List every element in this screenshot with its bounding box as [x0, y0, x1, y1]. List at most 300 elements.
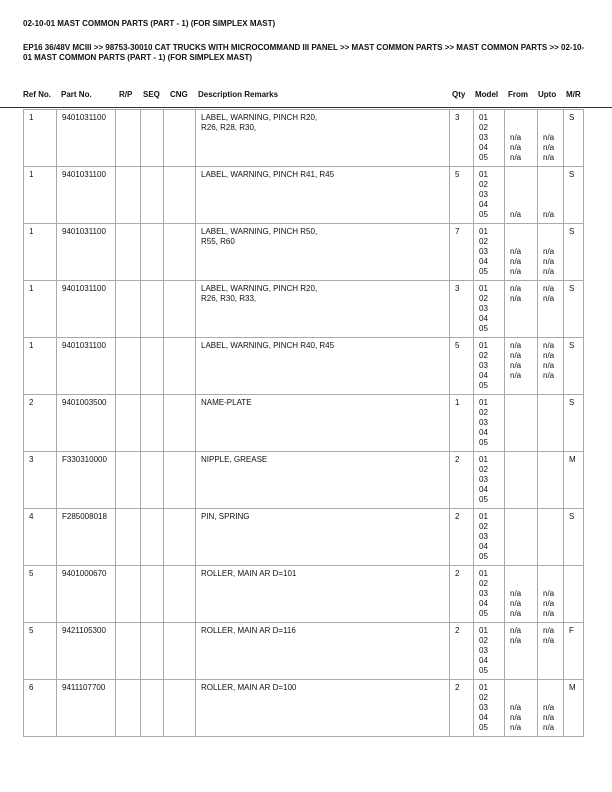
table-row [24, 167, 584, 224]
from-line [510, 123, 533, 133]
upto-line [543, 418, 559, 428]
from-line [510, 666, 533, 676]
col-header-cng: CNG [170, 90, 188, 99]
model-line: 02 [479, 579, 488, 588]
model-line: 03 [479, 475, 488, 484]
seq-cell [141, 338, 164, 395]
model [474, 281, 505, 338]
cng-cell [164, 623, 196, 680]
from-line [510, 495, 533, 505]
seq-cell [141, 395, 164, 452]
upto-line [543, 522, 559, 532]
upto-line [543, 693, 559, 703]
cng-cell [164, 566, 196, 623]
upto [538, 338, 564, 395]
qty: 7 [450, 224, 474, 281]
qty: 2 [450, 680, 474, 737]
model-line: 03 [479, 532, 488, 541]
part-no: 9401031100 [57, 110, 116, 167]
from-line: n/a [510, 636, 522, 645]
model-line: 01 [479, 284, 488, 293]
upto-line [543, 475, 559, 485]
qty: 1 [450, 395, 474, 452]
upto-line: n/a [543, 341, 555, 350]
mr: M [564, 680, 584, 737]
upto-line: n/a [543, 294, 555, 303]
model [474, 680, 505, 737]
table-row [24, 566, 584, 623]
upto-line [543, 569, 559, 579]
upto-line: n/a [543, 609, 555, 618]
col-header-from: From [508, 90, 528, 99]
from-line [510, 304, 533, 314]
model-line: 05 [479, 666, 488, 675]
from [505, 281, 538, 338]
model-line: 02 [479, 408, 488, 417]
description: NAME-PLATE [196, 395, 450, 452]
col-header-desc: Description Remarks [198, 90, 279, 99]
upto-line [543, 428, 559, 438]
upto [538, 281, 564, 338]
from-line: n/a [510, 713, 522, 722]
qty: 2 [450, 452, 474, 509]
upto [538, 167, 564, 224]
model-line: 02 [479, 180, 488, 189]
upto [538, 224, 564, 281]
from [505, 452, 538, 509]
model-line: 02 [479, 351, 488, 360]
from-line [510, 180, 533, 190]
qty: 3 [450, 110, 474, 167]
model-line: 01 [479, 455, 488, 464]
model-line: 04 [479, 428, 488, 437]
cng-cell [164, 509, 196, 566]
rp-cell [116, 623, 141, 680]
part-no: 9421105300 [57, 623, 116, 680]
from-line: n/a [510, 133, 522, 142]
description: ROLLER, MAIN AR D=101 [196, 566, 450, 623]
model-line: 03 [479, 589, 488, 598]
breadcrumb: EP16 36/48V MCIII >> 98753-30010 CAT TRUCKS WITH MICROCOMMAND III PANEL >> MAST COMMON PARTS >> MAST COMMON PARTS >> 02-10-01 MAST COMMON PARTS (PART - 1) (FOR SIMPLEX MAST) [23, 43, 585, 62]
from-line [510, 522, 533, 532]
col-header-part: Part No. [61, 90, 92, 99]
ref-no: 1 [24, 338, 57, 395]
col-header-qty: Qty [452, 90, 466, 99]
from-line: n/a [510, 284, 522, 293]
from-line [510, 475, 533, 485]
from-line: n/a [510, 351, 522, 360]
upto [538, 680, 564, 737]
from-line [510, 532, 533, 542]
upto [538, 623, 564, 680]
model-line: 05 [479, 267, 488, 276]
mr: S [564, 167, 584, 224]
model-line: 03 [479, 646, 488, 655]
model-line: 03 [479, 190, 488, 199]
model-line: 01 [479, 341, 488, 350]
from-line: n/a [510, 703, 522, 712]
mr: S [564, 509, 584, 566]
rp-cell [116, 566, 141, 623]
upto-line [543, 180, 559, 190]
ref-no: 1 [24, 167, 57, 224]
seq-cell [141, 452, 164, 509]
from-line: n/a [510, 626, 522, 635]
from [505, 338, 538, 395]
seq-cell [141, 281, 164, 338]
model-line: 05 [479, 153, 488, 162]
mr: S [564, 281, 584, 338]
model [474, 338, 505, 395]
upto-line [543, 200, 559, 210]
model-line: 03 [479, 361, 488, 370]
table-row [24, 281, 584, 338]
rp-cell [116, 281, 141, 338]
upto-line [543, 495, 559, 505]
mr: S [564, 110, 584, 167]
upto [538, 509, 564, 566]
ref-no: 4 [24, 509, 57, 566]
upto-line [543, 314, 559, 324]
table-row [24, 680, 584, 737]
from-line: n/a [510, 589, 522, 598]
from-line [510, 227, 533, 237]
description: PIN, SPRING [196, 509, 450, 566]
from-line [510, 579, 533, 589]
cng-cell [164, 680, 196, 737]
upto-line [543, 438, 559, 448]
table-row [24, 395, 584, 452]
from-line [510, 200, 533, 210]
col-header-upto: Upto [538, 90, 557, 99]
model-line: 01 [479, 569, 488, 578]
model-line: 02 [479, 294, 488, 303]
from-line: n/a [510, 257, 522, 266]
model-line: 01 [479, 626, 488, 635]
description: LABEL, WARNING, PINCH R40, R45 [196, 338, 450, 395]
model-line: 02 [479, 465, 488, 474]
from [505, 110, 538, 167]
ref-no: 6 [24, 680, 57, 737]
from [505, 566, 538, 623]
model [474, 623, 505, 680]
model-line: 01 [479, 683, 488, 692]
cng-cell [164, 395, 196, 452]
model-line: 01 [479, 113, 488, 122]
model [474, 395, 505, 452]
upto-line [543, 485, 559, 495]
model-line: 05 [479, 438, 488, 447]
table-row [24, 110, 584, 167]
rp-cell [116, 338, 141, 395]
from-line [510, 428, 533, 438]
from-line [510, 512, 533, 522]
from-line [510, 656, 533, 666]
upto-line: n/a [543, 599, 555, 608]
upto-line: n/a [543, 133, 555, 142]
model-line: 04 [479, 542, 488, 551]
qty: 5 [450, 338, 474, 395]
header-divider [0, 107, 612, 108]
cng-cell [164, 338, 196, 395]
part-no: 9401031100 [57, 281, 116, 338]
from-line: n/a [510, 153, 522, 162]
upto-line [543, 542, 559, 552]
model-line: 04 [479, 314, 488, 323]
model [474, 224, 505, 281]
mr [564, 566, 584, 623]
upto-line: n/a [543, 267, 555, 276]
table-row [24, 224, 584, 281]
upto-line [543, 304, 559, 314]
mr: S [564, 224, 584, 281]
from-line [510, 683, 533, 693]
model [474, 167, 505, 224]
model-line: 05 [479, 210, 488, 219]
from-line: n/a [510, 371, 522, 380]
cng-cell [164, 224, 196, 281]
model-line: 03 [479, 304, 488, 313]
model-line: 05 [479, 381, 488, 390]
from-line [510, 646, 533, 656]
from-line: n/a [510, 210, 522, 219]
model-line: 05 [479, 495, 488, 504]
model-line: 01 [479, 227, 488, 236]
table-row [24, 338, 584, 395]
upto [538, 566, 564, 623]
description: ROLLER, MAIN AR D=100 [196, 680, 450, 737]
rp-cell [116, 110, 141, 167]
description: LABEL, WARNING, PINCH R41, R45 [196, 167, 450, 224]
table-row [24, 623, 584, 680]
col-header-mr: M/R [566, 90, 581, 99]
upto-line: n/a [543, 284, 555, 293]
from-line [510, 542, 533, 552]
upto-line: n/a [543, 713, 555, 722]
model-line: 04 [479, 599, 488, 608]
model-line: 03 [479, 247, 488, 256]
upto-line: n/a [543, 589, 555, 598]
model [474, 509, 505, 566]
qty: 2 [450, 566, 474, 623]
seq-cell [141, 167, 164, 224]
upto-line [543, 398, 559, 408]
col-header-rp: R/P [119, 90, 133, 99]
from-line [510, 324, 533, 334]
from-line [510, 237, 533, 247]
model-line: 01 [479, 512, 488, 521]
mr: F [564, 623, 584, 680]
upto-line [543, 190, 559, 200]
rp-cell [116, 167, 141, 224]
mr: M [564, 452, 584, 509]
model-line: 02 [479, 123, 488, 132]
ref-no: 1 [24, 224, 57, 281]
page-title: 02-10-01 MAST COMMON PARTS (PART - 1) (FOR SIMPLEX MAST) [23, 19, 276, 28]
model-line: 02 [479, 522, 488, 531]
from-line: n/a [510, 609, 522, 618]
ref-no: 1 [24, 110, 57, 167]
seq-cell [141, 623, 164, 680]
upto-line: n/a [543, 210, 555, 219]
model [474, 452, 505, 509]
from [505, 395, 538, 452]
upto-line: n/a [543, 371, 555, 380]
qty: 3 [450, 281, 474, 338]
upto-line: n/a [543, 361, 555, 370]
cng-cell [164, 281, 196, 338]
model-line: 02 [479, 237, 488, 246]
upto-line [543, 227, 559, 237]
upto-line [543, 512, 559, 522]
col-header-seq: SEQ [143, 90, 160, 99]
upto-line: n/a [543, 247, 555, 256]
seq-cell [141, 224, 164, 281]
from-line [510, 113, 533, 123]
ref-no: 3 [24, 452, 57, 509]
upto-line [543, 113, 559, 123]
model-line: 05 [479, 609, 488, 618]
from-line [510, 170, 533, 180]
from-line: n/a [510, 723, 522, 732]
rp-cell [116, 680, 141, 737]
from-line: n/a [510, 294, 522, 303]
mr: S [564, 395, 584, 452]
model-line: 02 [479, 636, 488, 645]
model-line: 01 [479, 170, 488, 179]
qty: 2 [450, 623, 474, 680]
upto-line: n/a [543, 351, 555, 360]
upto-line: n/a [543, 703, 555, 712]
from-line [510, 455, 533, 465]
upto-line [543, 666, 559, 676]
upto-line [543, 552, 559, 562]
from-line: n/a [510, 247, 522, 256]
upto [538, 110, 564, 167]
model-line: 04 [479, 200, 488, 209]
model-line: 05 [479, 723, 488, 732]
model [474, 110, 505, 167]
model [474, 566, 505, 623]
description: LABEL, WARNING, PINCH R20, R26, R28, R30, [196, 110, 450, 167]
from-line [510, 408, 533, 418]
seq-cell [141, 680, 164, 737]
from-line [510, 485, 533, 495]
upto-line [543, 237, 559, 247]
model-line: 04 [479, 371, 488, 380]
ref-no: 2 [24, 395, 57, 452]
model-line: 03 [479, 418, 488, 427]
model-line: 01 [479, 398, 488, 407]
from-line [510, 552, 533, 562]
description: LABEL, WARNING, PINCH R50, R55, R60 [196, 224, 450, 281]
upto-line [543, 683, 559, 693]
upto-line [543, 656, 559, 666]
model-line: 04 [479, 713, 488, 722]
upto-line [543, 579, 559, 589]
cng-cell [164, 452, 196, 509]
table-row [24, 509, 584, 566]
from-line: n/a [510, 599, 522, 608]
description: ROLLER, MAIN AR D=116 [196, 623, 450, 680]
from-line [510, 314, 533, 324]
from-line [510, 418, 533, 428]
model-line: 04 [479, 656, 488, 665]
col-header-ref: Ref No. [23, 90, 51, 99]
table-row [24, 452, 584, 509]
ref-no: 5 [24, 566, 57, 623]
parts-table [23, 109, 584, 737]
from-line [510, 569, 533, 579]
cng-cell [164, 167, 196, 224]
from-line [510, 381, 533, 391]
model-line: 05 [479, 324, 488, 333]
part-no: 9411107700 [57, 680, 116, 737]
seq-cell [141, 110, 164, 167]
rp-cell [116, 224, 141, 281]
model-line: 04 [479, 257, 488, 266]
qty: 2 [450, 509, 474, 566]
upto-line [543, 455, 559, 465]
upto [538, 452, 564, 509]
from [505, 167, 538, 224]
from-line: n/a [510, 361, 522, 370]
part-no: F285008018 [57, 509, 116, 566]
ref-no: 5 [24, 623, 57, 680]
part-no: 9401031100 [57, 167, 116, 224]
from-line [510, 438, 533, 448]
from [505, 224, 538, 281]
col-header-model: Model [475, 90, 499, 99]
qty: 5 [450, 167, 474, 224]
part-no: 9401031100 [57, 224, 116, 281]
model-line: 05 [479, 552, 488, 561]
part-no: 9401000670 [57, 566, 116, 623]
upto-line [543, 465, 559, 475]
upto-line: n/a [543, 723, 555, 732]
model-line: 02 [479, 693, 488, 702]
seq-cell [141, 566, 164, 623]
part-no: F330310000 [57, 452, 116, 509]
mr: S [564, 338, 584, 395]
upto-line [543, 381, 559, 391]
from [505, 509, 538, 566]
from-line [510, 465, 533, 475]
description: LABEL, WARNING, PINCH R20, R26, R30, R33, [196, 281, 450, 338]
part-no: 9401031100 [57, 338, 116, 395]
ref-no: 1 [24, 281, 57, 338]
model-line: 04 [479, 143, 488, 152]
part-no: 9401003500 [57, 395, 116, 452]
upto-line: n/a [543, 626, 555, 635]
upto-line [543, 123, 559, 133]
upto-line: n/a [543, 153, 555, 162]
from-line: n/a [510, 341, 522, 350]
upto-line: n/a [543, 143, 555, 152]
rp-cell [116, 509, 141, 566]
upto-line [543, 324, 559, 334]
seq-cell [141, 509, 164, 566]
cng-cell [164, 110, 196, 167]
upto [538, 395, 564, 452]
model-line: 04 [479, 485, 488, 494]
from [505, 623, 538, 680]
rp-cell [116, 395, 141, 452]
upto-line [543, 532, 559, 542]
model-line: 03 [479, 133, 488, 142]
upto-line [543, 646, 559, 656]
from-line [510, 693, 533, 703]
